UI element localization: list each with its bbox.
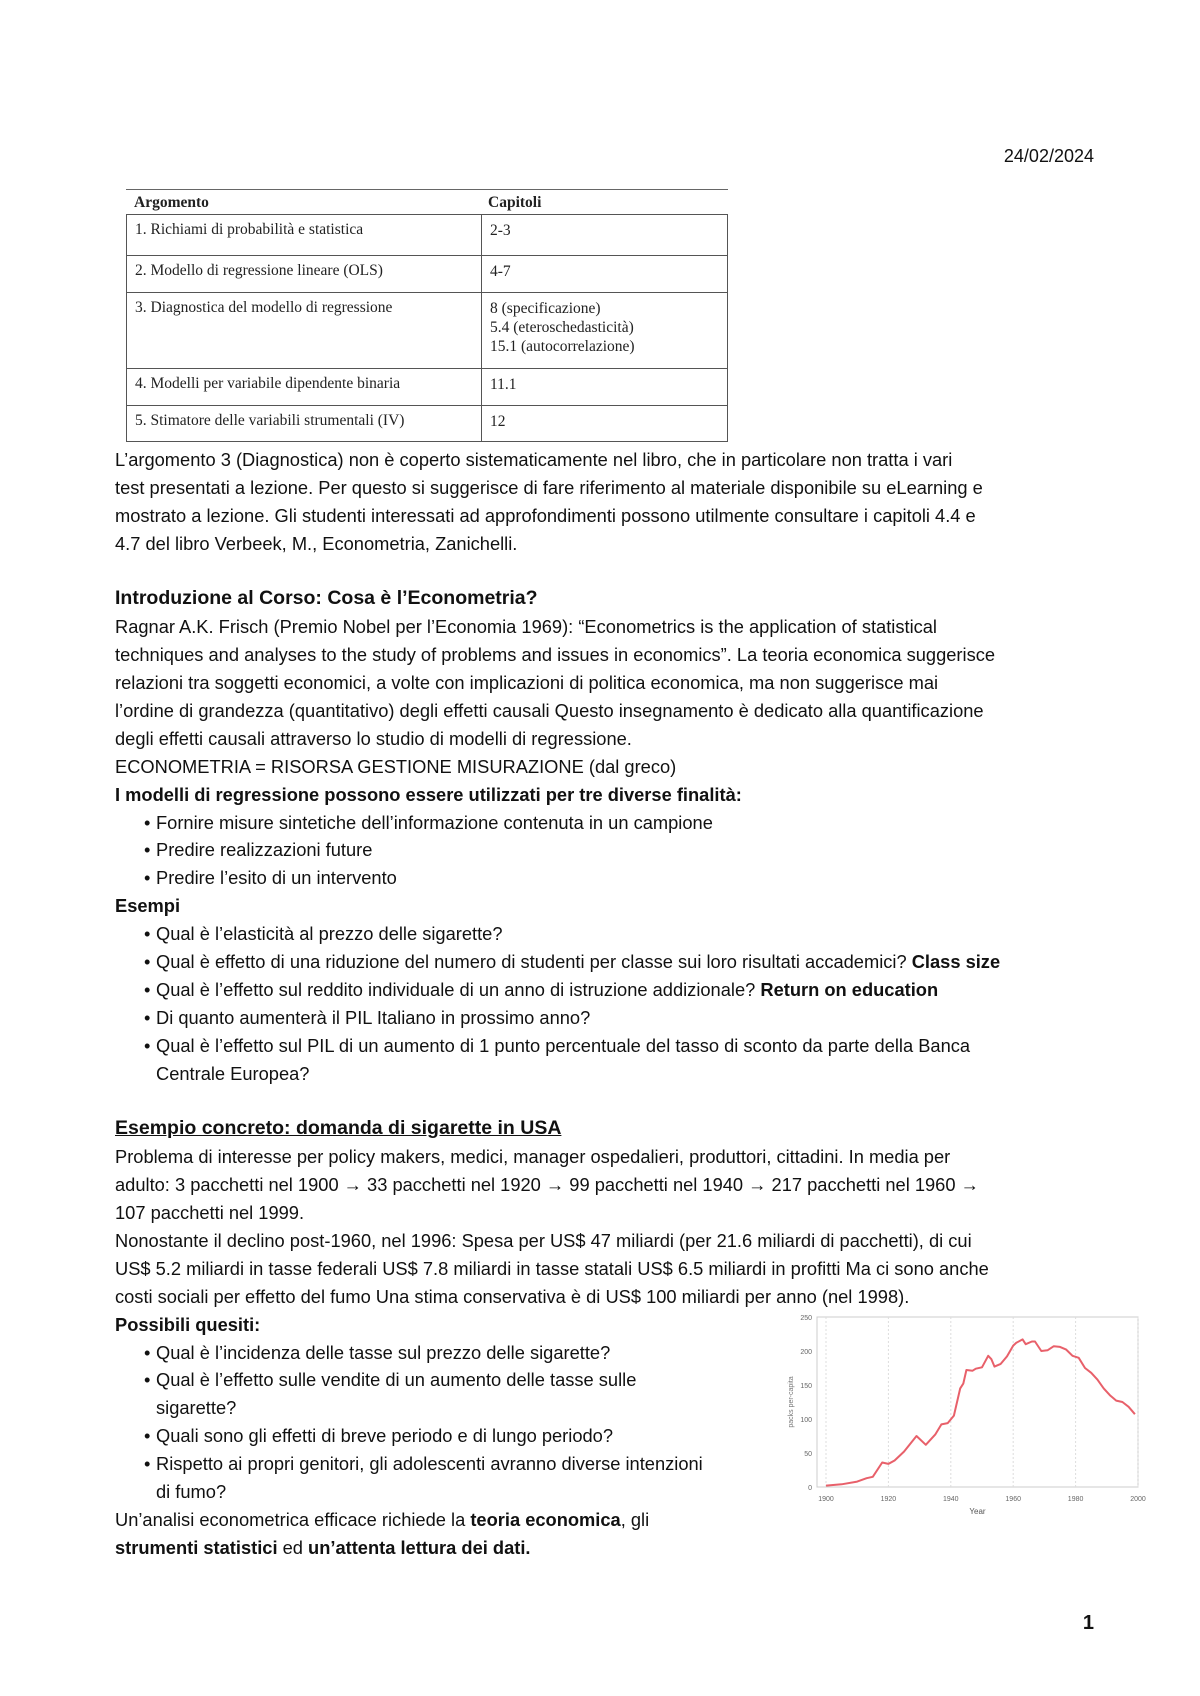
- text: 4.7 del libro Verbeek, M., Econometria, Zanichelli.: [115, 532, 518, 554]
- section-heading: [115, 1115, 1000, 1143]
- bold-text: Esempi: [115, 895, 181, 917]
- cell-argomento: 5. Stimatore delle variabili strumentali (IV): [135, 412, 405, 429]
- bullet-icon: •: [144, 978, 151, 1000]
- text-line: [115, 474, 1000, 502]
- text: Un’analisi econometrica efficace richiede la: [115, 1508, 471, 1530]
- cell-capitoli: [481, 215, 727, 255]
- bullet-icon: •: [144, 923, 151, 945]
- bullet-icon: •: [144, 951, 151, 973]
- x-tick-label: 1920: [880, 1496, 897, 1503]
- text-line: [115, 892, 1000, 920]
- bold-text: Possibili quesiti:: [115, 1313, 261, 1335]
- y-tick-label: 150: [800, 1383, 812, 1390]
- text: Nonostante il declino post-1960, nel 1996: Spesa per US$ 47 miliardi (per 21.6 miliardi di pacchetti), di cui: [115, 1229, 972, 1251]
- list-item: [115, 1032, 1000, 1060]
- text-line: [115, 1227, 1000, 1255]
- text: L’argomento 3 (Diagnostica) non è coperto sistematicamente nel libro, che in particolare non tratta i vari: [115, 449, 953, 470]
- text: Ragnar A.K. Frisch (Premio Nobel per l’Economia 1969): “Econometrics is the application of statistical: [115, 616, 937, 638]
- text: Esempio concreto: domanda di sigarette in USA: [115, 1117, 562, 1140]
- text: Rispetto ai propri genitori, gli adolescenti avranno diverse intenzioni: [156, 1453, 703, 1475]
- x-tick-label: 2000: [1130, 1496, 1146, 1503]
- list-item: [115, 920, 1000, 948]
- table-row: [126, 406, 728, 442]
- text: Qual è l’incidenza delle tasse sul prezzo delle sigarette?: [156, 1341, 611, 1363]
- bullet-icon: •: [144, 867, 151, 889]
- text: Predire l’esito di un intervento: [156, 867, 397, 889]
- bullet-icon: •: [144, 1006, 151, 1028]
- text-line: [115, 753, 1000, 781]
- y-tick-label: 0: [808, 1485, 812, 1492]
- text: ECONOMETRIA = RISORSA GESTIONE MISURAZIONE (dal greco): [115, 755, 677, 777]
- bold-text: Class size: [911, 951, 1001, 973]
- bold-text: I modelli di regressione possono essere utilizzati per tre diverse finalità:: [115, 783, 742, 805]
- list-item: [115, 809, 1000, 837]
- bullet-icon: •: [144, 1453, 151, 1475]
- bold-text: Return on education: [760, 978, 939, 1000]
- chapter-ref: 12: [490, 413, 506, 430]
- list-item: [115, 836, 1000, 864]
- table-header: [126, 189, 728, 214]
- chapter-ref: 2-3: [490, 222, 511, 239]
- bullet-icon: •: [144, 1369, 151, 1391]
- text-line: [115, 1199, 1000, 1227]
- document-date: 24/02/2024: [1003, 146, 1094, 166]
- bold-text: un’attenta lettura dei dati.: [308, 1536, 531, 1558]
- text: relazioni tra soggetti economici, a volte con implicazioni di politica economica, ma non suggerisce mai: [115, 672, 939, 694]
- page-number: 1: [1082, 1612, 1094, 1634]
- text-line: [115, 502, 1000, 530]
- x-axis-label: Year: [969, 1507, 986, 1516]
- column-header-argomento: Argomento: [134, 193, 209, 211]
- list-item: [115, 1004, 1000, 1032]
- cell-argomento: 4. Modelli per variabile dipendente binaria: [135, 375, 401, 392]
- text: ed: [277, 1536, 309, 1558]
- table-row: [126, 369, 728, 406]
- cell-argomento: 2. Modello di regressione lineare (OLS): [135, 262, 383, 279]
- x-tick-label: 1980: [1067, 1496, 1084, 1503]
- text: 107 pacchetti nel 1999.: [115, 1202, 305, 1224]
- text: US$ 5.2 miliardi in tasse federali US$ 7.8 miliardi in tasse statali US$ 6.5 miliardi in profitti Ma ci sono anche: [115, 1257, 989, 1279]
- text: Di quanto aumenterà il PIL Italiano in prossimo anno?: [156, 1006, 591, 1028]
- chapter-ref: 15.1 (autocorrelazione): [490, 338, 635, 355]
- text-line: [115, 1255, 1000, 1283]
- y-tick-label: 50: [804, 1451, 812, 1458]
- text: Qual è l’effetto sulle vendite di un aumento delle tasse sulle: [156, 1369, 637, 1391]
- text-line: [115, 1171, 1000, 1199]
- bold-text: teoria economica: [470, 1508, 621, 1530]
- chapter-ref: 5.4 (eteroschedasticità): [490, 319, 634, 336]
- y-tick-label: 100: [800, 1417, 812, 1424]
- text-line: [115, 697, 1000, 725]
- table-row: [126, 293, 728, 369]
- list-item: [115, 864, 1000, 892]
- text: Fornire misure sintetiche dell’informazione contenuta in un campione: [156, 811, 713, 833]
- table-row: [126, 214, 728, 256]
- chapter-ref: 4-7: [490, 263, 511, 280]
- bullet-icon: •: [144, 839, 151, 861]
- text-line: [115, 446, 1000, 474]
- text-line: [115, 781, 1000, 809]
- text: , gli: [620, 1508, 650, 1530]
- cell-argomento: 3. Diagnostica del modello di regressione: [135, 299, 393, 316]
- text: Problema di interesse per policy makers, medici, manager ospedalieri, produttori, cittadini. In media per: [115, 1146, 951, 1168]
- text: costi sociali per effetto del fumo Una stima conservativa è di US$ 100 miliardi per anno (nel 1998).: [115, 1285, 910, 1307]
- text: degli effetti causali attraverso lo studio di modelli di regressione.: [115, 727, 632, 749]
- cell-capitoli: [481, 256, 727, 292]
- y-tick-label: 250: [800, 1315, 812, 1322]
- text: l’ordine di grandezza (quantitativo) degli effetti causali Questo insegnamento è dedicato alla quantificazione: [115, 700, 984, 722]
- text: Qual è l’effetto sul PIL di un aumento di 1 punto percentuale del tasso di sconto da parte della Banca: [156, 1034, 971, 1056]
- text: Quali sono gli effetti di breve periodo e di lungo periodo?: [156, 1425, 614, 1447]
- bullet-icon: •: [144, 811, 151, 833]
- x-tick-label: 1960: [1005, 1496, 1021, 1503]
- bullet-icon: •: [144, 1425, 151, 1447]
- text-line: [115, 1283, 1000, 1311]
- cell-capitoli: [481, 369, 727, 405]
- text-line: [115, 1534, 1000, 1562]
- text: techniques and analyses to the study of problems and issues in economics”. La teoria economica suggerisce: [115, 644, 996, 666]
- bold-text: strumenti statistici: [115, 1536, 278, 1558]
- chapter-ref: 8 (specificazione): [490, 300, 601, 317]
- x-tick-label: 1940: [943, 1496, 959, 1503]
- text-line: [115, 530, 1000, 558]
- syllabus-table: [126, 189, 728, 442]
- text: di fumo?: [156, 1480, 227, 1502]
- list-item: [115, 976, 1000, 1004]
- text: Qual è effetto di una riduzione del numero di studenti per classe sui loro risultati accademici?: [156, 951, 912, 973]
- cell-capitoli: [481, 406, 727, 441]
- cigarette-consumption-chart: [780, 1310, 1160, 1530]
- bullet-icon: •: [144, 1341, 151, 1363]
- table-row: [126, 256, 728, 293]
- cell-argomento: 1. Richiami di probabilità e statistica: [135, 221, 364, 238]
- column-header-capitoli: Capitoli: [488, 193, 542, 211]
- list-item: [115, 948, 1000, 976]
- text-line: [115, 1143, 1000, 1171]
- spacer: [115, 1087, 1000, 1115]
- y-axis-label: packs per-capita: [788, 1376, 795, 1428]
- text: Qual è l’elasticità al prezzo delle sigarette?: [156, 923, 503, 945]
- text: adulto: 3 pacchetti nel 1900 → 33 pacchetti nel 1920 → 99 pacchetti nel 1940 → 217 pacchetti nel 1960 →: [115, 1174, 979, 1196]
- text: Centrale Europea?: [156, 1062, 310, 1084]
- text: Qual è l’effetto sul reddito individuale di un anno di istruzione addizionale?: [156, 978, 761, 1000]
- text-line: [115, 725, 1000, 753]
- x-tick-label: 1900: [818, 1496, 834, 1503]
- section-heading: [115, 585, 1000, 613]
- text: mostrato a lezione. Gli studenti interessati ad approfondimenti possono utilmente consultare i capitoli 4.4 e: [115, 504, 976, 526]
- text-line: [115, 669, 1000, 697]
- chapter-ref: 11.1: [490, 376, 517, 393]
- bullet-icon: •: [144, 1034, 151, 1056]
- text-line: [115, 641, 1000, 669]
- spacer: [115, 558, 1000, 586]
- text-line: [115, 1060, 1000, 1088]
- text: Introduzione al Corso: Cosa è l’Econometria?: [115, 587, 538, 610]
- text: Predire realizzazioni future: [156, 839, 373, 861]
- text-line: [115, 613, 1000, 641]
- text: sigarette?: [156, 1397, 237, 1419]
- text: test presentati a lezione. Per questo si suggerisce di fare riferimento al materiale disponibile su eLearning e: [115, 476, 983, 498]
- y-tick-label: 200: [800, 1349, 812, 1356]
- cell-capitoli: [481, 293, 727, 368]
- plot-frame: [817, 1317, 1138, 1487]
